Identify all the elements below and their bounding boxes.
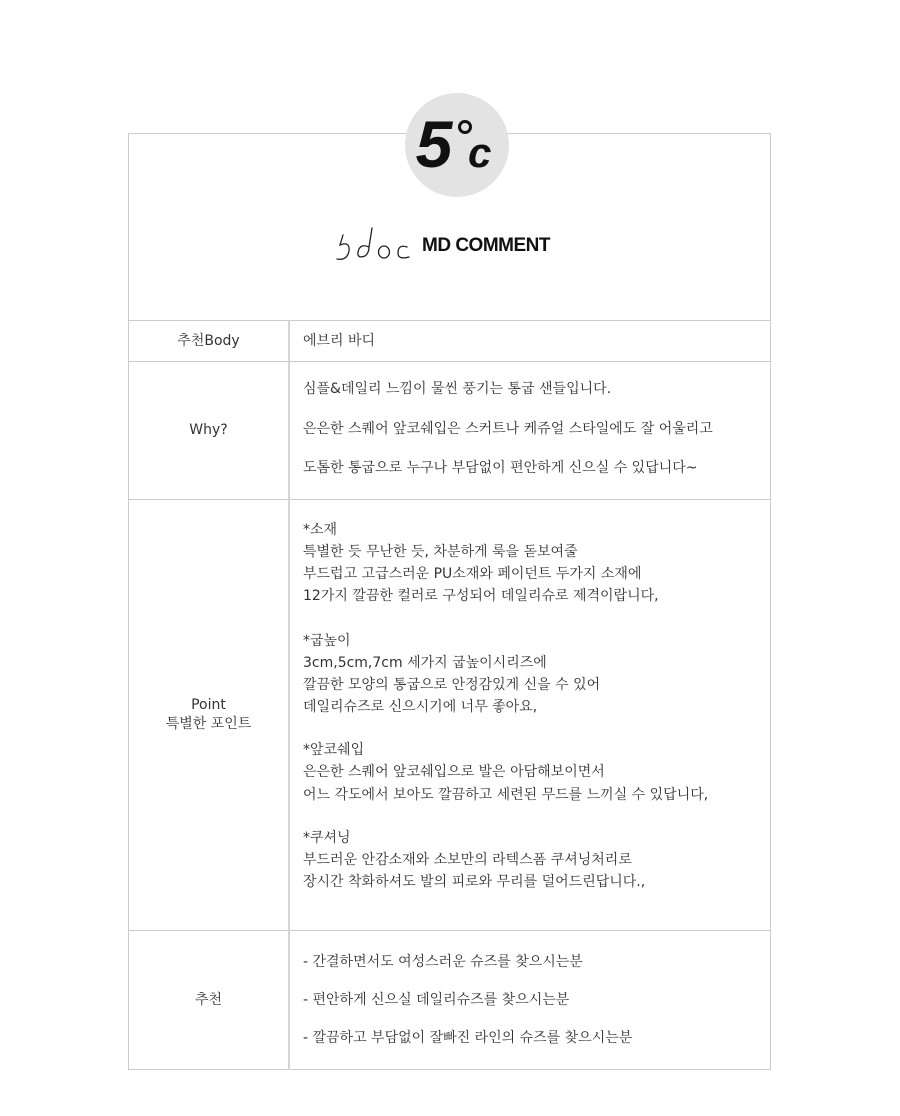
logo-number: 5: [415, 107, 453, 181]
recommend-line: - 깔끔하고 부담없이 잘빠진 라인의 슈즈를 찾으시는분: [303, 1030, 633, 1046]
brand-signature-logo: [334, 223, 416, 265]
why-line: 은은한 스퀘어 앞코쉐입은 스커트나 케쥬얼 스타일에도 잘 어울리고: [303, 421, 713, 437]
point-line: 12가지 깔끔한 컬러로 구성되어 데일리슈로 제격이랍니다,: [303, 588, 659, 604]
why-line: 도톰한 통굽으로 누구나 부담없이 편안하게 신으실 수 있답니다~: [303, 460, 698, 476]
point-line: 은은한 스퀘어 앞코쉐입으로 발은 아담해보이면서: [303, 764, 605, 780]
column-divider: [288, 320, 290, 1070]
row-label-recommend: 추천: [194, 992, 223, 1008]
point-line: 부드럽고 고급스러운 PU소재와 페이던트 두가지 소재에: [303, 566, 642, 582]
point-line: 특별한 듯 무난한 듯, 차분하게 룩을 돋보여줄: [303, 544, 578, 560]
point-heading-material: *소재: [303, 522, 338, 538]
point-line: 부드러운 안감소재와 소보만의 라텍스폼 쿠셔닝처리로: [303, 852, 632, 868]
point-heading-cushioning: *쿠셔닝: [303, 830, 351, 846]
row-label-point: Point 특별한 포인트: [165, 697, 252, 732]
why-line: 심플&데일리 느낌이 물씬 풍기는 통굽 샌들입니다.: [303, 381, 612, 397]
row-label-recommended-body: 추천Body: [177, 332, 240, 349]
point-line: 어느 각도에서 보아도 깔끔하고 세련된 무드를 느끼실 수 있답니다,: [303, 787, 709, 803]
recommended-body-value: 에브리 바디: [303, 333, 376, 349]
point-line: 데일리슈즈로 신으시기에 너무 좋아요,: [303, 699, 538, 715]
md-comment-title: MD COMMENT: [422, 235, 550, 256]
row-label-why: Why?: [189, 422, 228, 438]
recommend-line: - 간결하면서도 여성스러운 슈즈를 찾으시는분: [303, 954, 583, 970]
point-line: 3cm,5cm,7cm 세가지 굽높이시리즈에: [303, 655, 547, 671]
point-heading-toe-shape: *앞코쉐입: [303, 742, 365, 758]
point-line: 깔끔한 모양의 통굽으로 안정감있게 신을 수 있어: [303, 677, 601, 693]
logo-unit: c: [468, 129, 492, 176]
recommend-line: - 편안하게 신으실 데일리슈즈를 찾으시는분: [303, 992, 570, 1008]
point-heading-heel-height: *굽높이: [303, 633, 351, 649]
point-line: 장시간 착화하셔도 발의 피로와 무리를 덜어드린답니다.,: [303, 874, 646, 890]
